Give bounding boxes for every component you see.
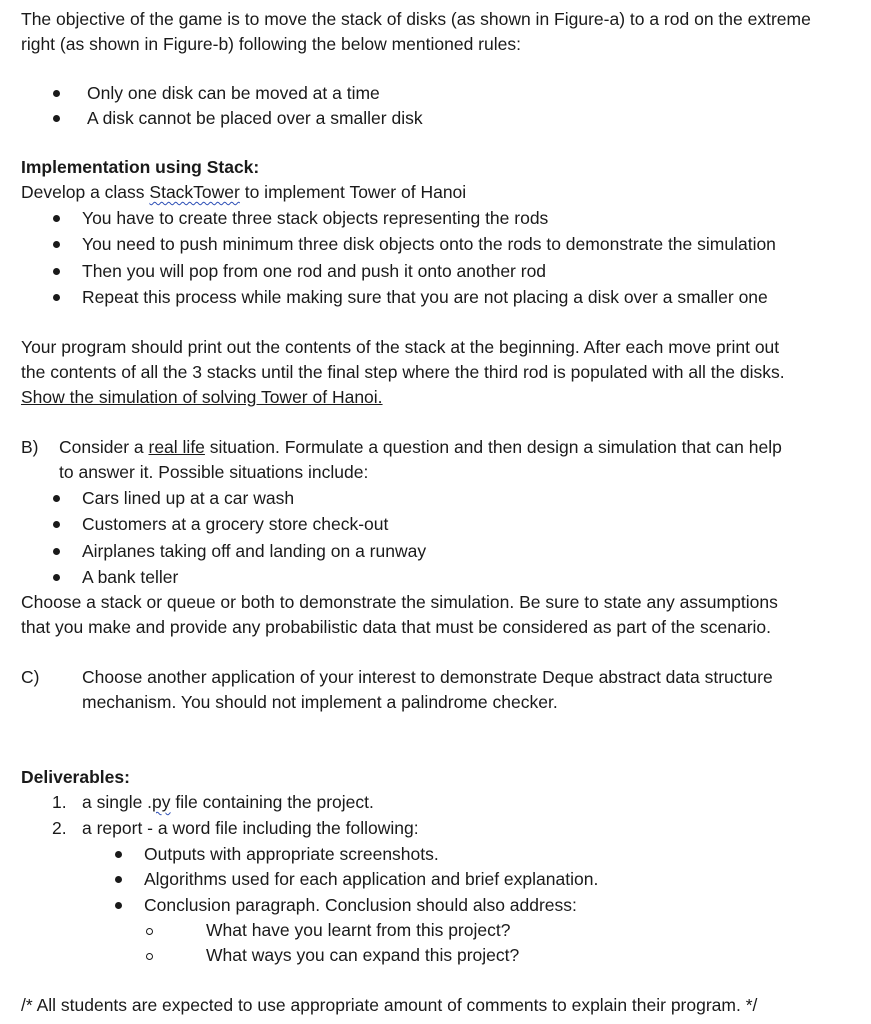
report-item: Algorithms used for each application and brief explanation. [144, 869, 599, 889]
py-extension-text: py [152, 792, 171, 812]
situation-item: A bank teller [82, 567, 179, 587]
rule-item: Only one disk can be moved at a time [87, 83, 380, 103]
bullet-icon [53, 548, 60, 555]
bullet-icon [53, 495, 60, 502]
situation-item: Cars lined up at a car wash [82, 488, 295, 508]
situation-item: Airplanes taking off and landing on a runway [82, 541, 427, 561]
bullet-icon [53, 241, 60, 248]
impl-para-line-2: the contents of all the 3 stacks until the final step where the third rod is populated with all the disks. [21, 362, 785, 382]
section-c-line-2: mechanism. You should not implement a palindrome checker. [82, 692, 558, 712]
intro-line-2: right (as shown in Figure-b) following the below mentioned rules: [21, 34, 521, 54]
bullet-icon [53, 115, 60, 122]
bullet-icon [53, 294, 60, 301]
real-life-text: real life [148, 437, 205, 457]
section-b-para-1: Choose a stack or queue or both to demonstrate the simulation. Be sure to state any assumptions [21, 592, 778, 612]
bullet-icon [115, 851, 122, 858]
bullet-icon [53, 574, 60, 581]
section-b-para-2: that you make and provide any probabilistic data that must be considered as part of the scenario. [21, 617, 772, 637]
section-b-line-1: Consider a real life situation. Formulate a question and then design a simulation that can help [59, 437, 782, 457]
impl-heading: Implementation using Stack: [21, 157, 260, 177]
impl-bullet: You have to create three stack objects representing the rods [82, 208, 549, 228]
section-c-line-1: Choose another application of your interest to demonstrate Deque abstract data structure [82, 667, 773, 687]
intro-line-1: The objective of the game is to move the stack of disks (as shown in Figure-a) to a rod on the extreme [21, 9, 811, 29]
section-b-line-2: to answer it. Possible situations include: [59, 462, 369, 482]
deliverable-item-1: a single .py file containing the project. [82, 792, 374, 812]
impl-bullet: Repeat this process while making sure that you are not placing a disk over a smaller one [82, 287, 768, 307]
impl-para-line-1: Your program should print out the contents of the stack at the beginning. After each move print out [21, 337, 780, 357]
bullet-icon [53, 90, 60, 97]
simulation-requirement: Show the simulation of solving Tower of Hanoi. [21, 387, 383, 407]
deliverable-item-2: a report - a word file including the following: [82, 818, 419, 838]
report-item: Conclusion paragraph. Conclusion should also address: [144, 895, 577, 915]
item-number: 1. [52, 792, 67, 812]
section-b-label: B) [21, 437, 39, 457]
bullet-icon [53, 268, 60, 275]
section-c-label: C) [21, 667, 40, 687]
bullet-icon [53, 215, 60, 222]
rule-item: A disk cannot be placed over a smaller disk [87, 108, 423, 128]
bullet-icon [115, 902, 122, 909]
situation-item: Customers at a grocery store check-out [82, 514, 389, 534]
item-number: 2. [52, 818, 67, 838]
bullet-icon [53, 521, 60, 528]
impl-bullet: Then you will pop from one rod and push it onto another rod [82, 261, 547, 281]
bullet-icon [115, 876, 122, 883]
report-item: Outputs with appropriate screenshots. [144, 844, 439, 864]
impl-bullet: You need to push minimum three disk objects onto the rods to demonstrate the simulation [82, 234, 776, 254]
deliverables-heading: Deliverables: [21, 767, 130, 787]
hollow-bullet-icon [146, 928, 153, 935]
footer-note: /* All students are expected to use appropriate amount of comments to explain their program. */ [21, 995, 758, 1015]
hollow-bullet-icon [146, 953, 153, 960]
conclusion-question: What have you learnt from this project? [206, 920, 511, 940]
class-name-text: StackTower [149, 182, 240, 202]
impl-class-line: Develop a class StackTower to implement Tower of Hanoi [21, 182, 467, 202]
conclusion-question: What ways you can expand this project? [206, 945, 520, 965]
